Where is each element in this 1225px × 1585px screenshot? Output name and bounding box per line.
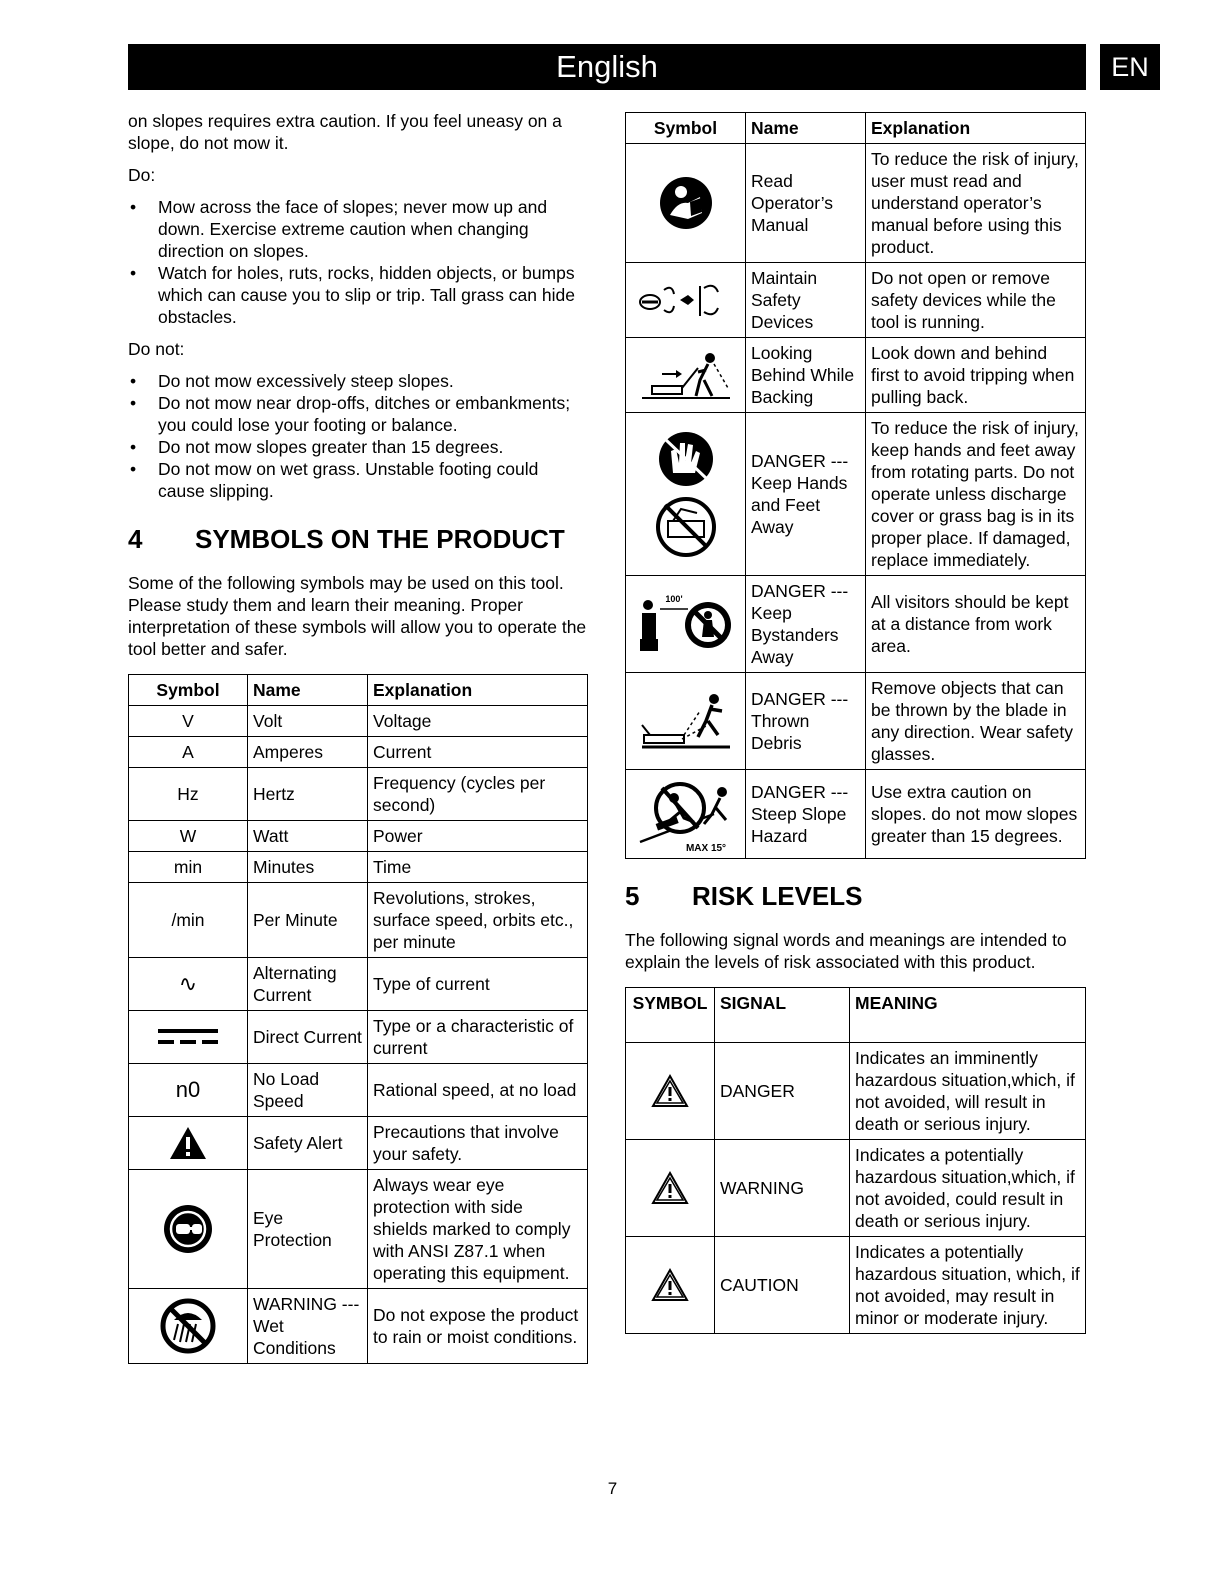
name-cell: Amperes [248, 737, 368, 768]
table-row [129, 958, 588, 1011]
section-title: SYMBOLS ON THE PRODUCT [195, 524, 565, 554]
column-header: Name [746, 113, 866, 144]
section-intro: The following signal words and meanings are intended to explain the levels of risk associated with this product. [625, 930, 1067, 972]
table-row [129, 883, 588, 958]
distance-label: 100' [664, 594, 683, 604]
intro-paragraph: on slopes requires extra caution. If you feel uneasy on a slope, do not mow it. [128, 111, 562, 153]
list-item: • Do not mow slopes greater than 15 degrees. [128, 436, 588, 458]
explanation-cell: Type of current [368, 958, 588, 1011]
table-row [626, 413, 1086, 576]
name-cell: DANGER --- Keep Bystanders Away [746, 576, 866, 673]
table-row [626, 1043, 1086, 1140]
list-item: • Do not mow near drop-offs, ditches or embankments; you could lose your footing or balance. [128, 392, 588, 436]
table-row [129, 852, 588, 883]
name-cell: Direct Current [248, 1011, 368, 1064]
explanation-cell: Remove objects that can be thrown by the blade in any direction. Wear safety glasses. [866, 673, 1086, 770]
explanation-cell: Always wear eye protection with side shields marked to comply with ANSI Z87.1 when operating this equipment. [368, 1170, 588, 1289]
explanation-cell: All visitors should be kept at a distance from work area. [866, 576, 1086, 673]
do-not-list [128, 370, 588, 502]
keep-hands-feet-away-icon [626, 413, 746, 576]
explanation-cell: Rational speed, at no load [368, 1064, 588, 1117]
table-row [626, 673, 1086, 770]
name-cell: Watt [248, 821, 368, 852]
list-item: • Do not mow excessively steep slopes. [128, 370, 588, 392]
table-row [626, 1237, 1086, 1334]
explanation-cell: To reduce the risk of injury, keep hands and feet away from rotating parts. Do not operate unless discharge cover or grass bag is in its proper place. If damaged, replace immediately. [866, 413, 1086, 576]
symbol-cell: /min [129, 883, 248, 958]
table-header-row [626, 988, 1086, 1043]
name-cell: Eye Protection [248, 1170, 368, 1289]
name-cell: Read Operator’s Manual [746, 144, 866, 263]
name-cell: Safety Alert [248, 1117, 368, 1170]
name-cell: Hertz [248, 768, 368, 821]
risk-levels-table [625, 987, 1086, 1334]
explanation-cell: Voltage [368, 706, 588, 737]
direct-current-icon [129, 1011, 248, 1064]
section-heading [625, 881, 1086, 911]
alternating-current-icon: ∿ [129, 958, 248, 1011]
do-heading: Do: [128, 165, 156, 185]
warning-triangle-icon [626, 1237, 715, 1334]
name-cell: DANGER --- Steep Slope Hazard [746, 770, 866, 859]
explanation-cell: Do not open or remove safety devices while the tool is running. [866, 263, 1086, 338]
steep-slope-icon [626, 770, 746, 859]
page-header: English [128, 44, 1086, 90]
thrown-debris-icon [626, 673, 746, 770]
table-row [129, 768, 588, 821]
max-slope-label: MAX 15° [685, 843, 726, 854]
table-row [129, 1170, 588, 1289]
name-cell: Volt [248, 706, 368, 737]
explanation-cell: Type or a characteristic of current [368, 1011, 588, 1064]
do-not-heading: Do not: [128, 339, 185, 359]
section-number: 5 [625, 881, 640, 911]
column-header: Symbol [626, 113, 746, 144]
list-item: • Watch for holes, ruts, rocks, hidden objects, or bumps which can cause you to slip or trip. Tall grass can hide obstacles. [128, 262, 588, 328]
column-header: SYMBOL [626, 988, 715, 1043]
name-cell: Per Minute [248, 883, 368, 958]
signal-cell: DANGER [715, 1043, 850, 1140]
name-cell: Looking Behind While Backing [746, 338, 866, 413]
table-header-row [129, 675, 588, 706]
name-cell: DANGER --- Thrown Debris [746, 673, 866, 770]
do-list [128, 196, 588, 328]
table-row [129, 1011, 588, 1064]
symbol-cell: W [129, 821, 248, 852]
explanation-cell: Time [368, 852, 588, 883]
column-header: MEANING [850, 988, 1086, 1043]
right-column [625, 112, 1086, 1334]
table-row [129, 821, 588, 852]
list-item: • Mow across the face of slopes; never mow up and down. Exercise extreme caution when changing direction on slopes. [128, 196, 588, 262]
column-header: Name [248, 675, 368, 706]
symbol-cell: A [129, 737, 248, 768]
keep-bystanders-away-icon [626, 576, 746, 673]
symbols-table-continued [625, 112, 1086, 859]
left-column [128, 110, 588, 1364]
table-row [626, 144, 1086, 263]
signal-cell: WARNING [715, 1140, 850, 1237]
column-header: Symbol [129, 675, 248, 706]
table-row [626, 1140, 1086, 1237]
table-row [129, 1064, 588, 1117]
section-heading [128, 524, 588, 554]
table-row [129, 1117, 588, 1170]
table-row [626, 263, 1086, 338]
table-row [626, 576, 1086, 673]
explanation-cell: Look down and behind first to avoid tripping when pulling back. [866, 338, 1086, 413]
explanation-cell: To reduce the risk of injury, user must read and understand operator’s manual before using this product. [866, 144, 1086, 263]
table-row [626, 770, 1086, 859]
look-behind-icon [626, 338, 746, 413]
warning-triangle-icon [626, 1043, 715, 1140]
name-cell: DANGER --- Keep Hands and Feet Away [746, 413, 866, 576]
explanation-cell: Power [368, 821, 588, 852]
signal-cell: CAUTION [715, 1237, 850, 1334]
eye-protection-icon [129, 1170, 248, 1289]
name-cell: Alternating Current [248, 958, 368, 1011]
meaning-cell: Indicates a potentially hazardous situation,which, if not avoided, could result in death or serious injury. [850, 1140, 1086, 1237]
symbol-cell: n0 [129, 1064, 248, 1117]
name-cell: WARNING --- Wet Conditions [248, 1289, 368, 1364]
symbol-cell: V [129, 706, 248, 737]
column-header: Explanation [866, 113, 1086, 144]
column-header: SIGNAL [715, 988, 850, 1043]
safety-devices-icon [626, 263, 746, 338]
symbol-cell: min [129, 852, 248, 883]
language-badge: EN [1100, 44, 1160, 90]
table-row [129, 1289, 588, 1364]
explanation-cell: Frequency (cycles per second) [368, 768, 588, 821]
list-item: • Do not mow on wet grass. Unstable footing could cause slipping. [128, 458, 588, 502]
table-row [129, 706, 588, 737]
warning-triangle-icon [626, 1140, 715, 1237]
explanation-cell: Do not expose the product to rain or moist conditions. [368, 1289, 588, 1364]
table-header-row [626, 113, 1086, 144]
no-rain-icon [129, 1289, 248, 1364]
safety-alert-icon [129, 1117, 248, 1170]
section-number: 4 [128, 524, 143, 554]
explanation-cell: Revolutions, strokes, surface speed, orbits etc., per minute [368, 883, 588, 958]
table-row [626, 338, 1086, 413]
read-manual-icon [626, 144, 746, 263]
symbols-table [128, 674, 588, 1364]
name-cell: No Load Speed [248, 1064, 368, 1117]
column-header: Explanation [368, 675, 588, 706]
name-cell: Minutes [248, 852, 368, 883]
section-intro: Some of the following symbols may be used on this tool. Please study them and learn their meaning. Proper interpretation of these symbols will allow you to operate the tool better and safer. [128, 573, 587, 659]
table-row [129, 737, 588, 768]
explanation-cell: Current [368, 737, 588, 768]
name-cell: Maintain Safety Devices [746, 263, 866, 338]
section-title: RISK LEVELS [692, 881, 863, 911]
meaning-cell: Indicates an imminently hazardous situation,which, if not avoided, will result in death or serious injury. [850, 1043, 1086, 1140]
symbol-cell: Hz [129, 768, 248, 821]
explanation-cell: Precautions that involve your safety. [368, 1117, 588, 1170]
page-number: 7 [607, 1479, 618, 1498]
explanation-cell: Use extra caution on slopes. do not mow slopes greater than 15 degrees. [866, 770, 1086, 859]
meaning-cell: Indicates a potentially hazardous situation, which, if not avoided, may result in minor or moderate injury. [850, 1237, 1086, 1334]
